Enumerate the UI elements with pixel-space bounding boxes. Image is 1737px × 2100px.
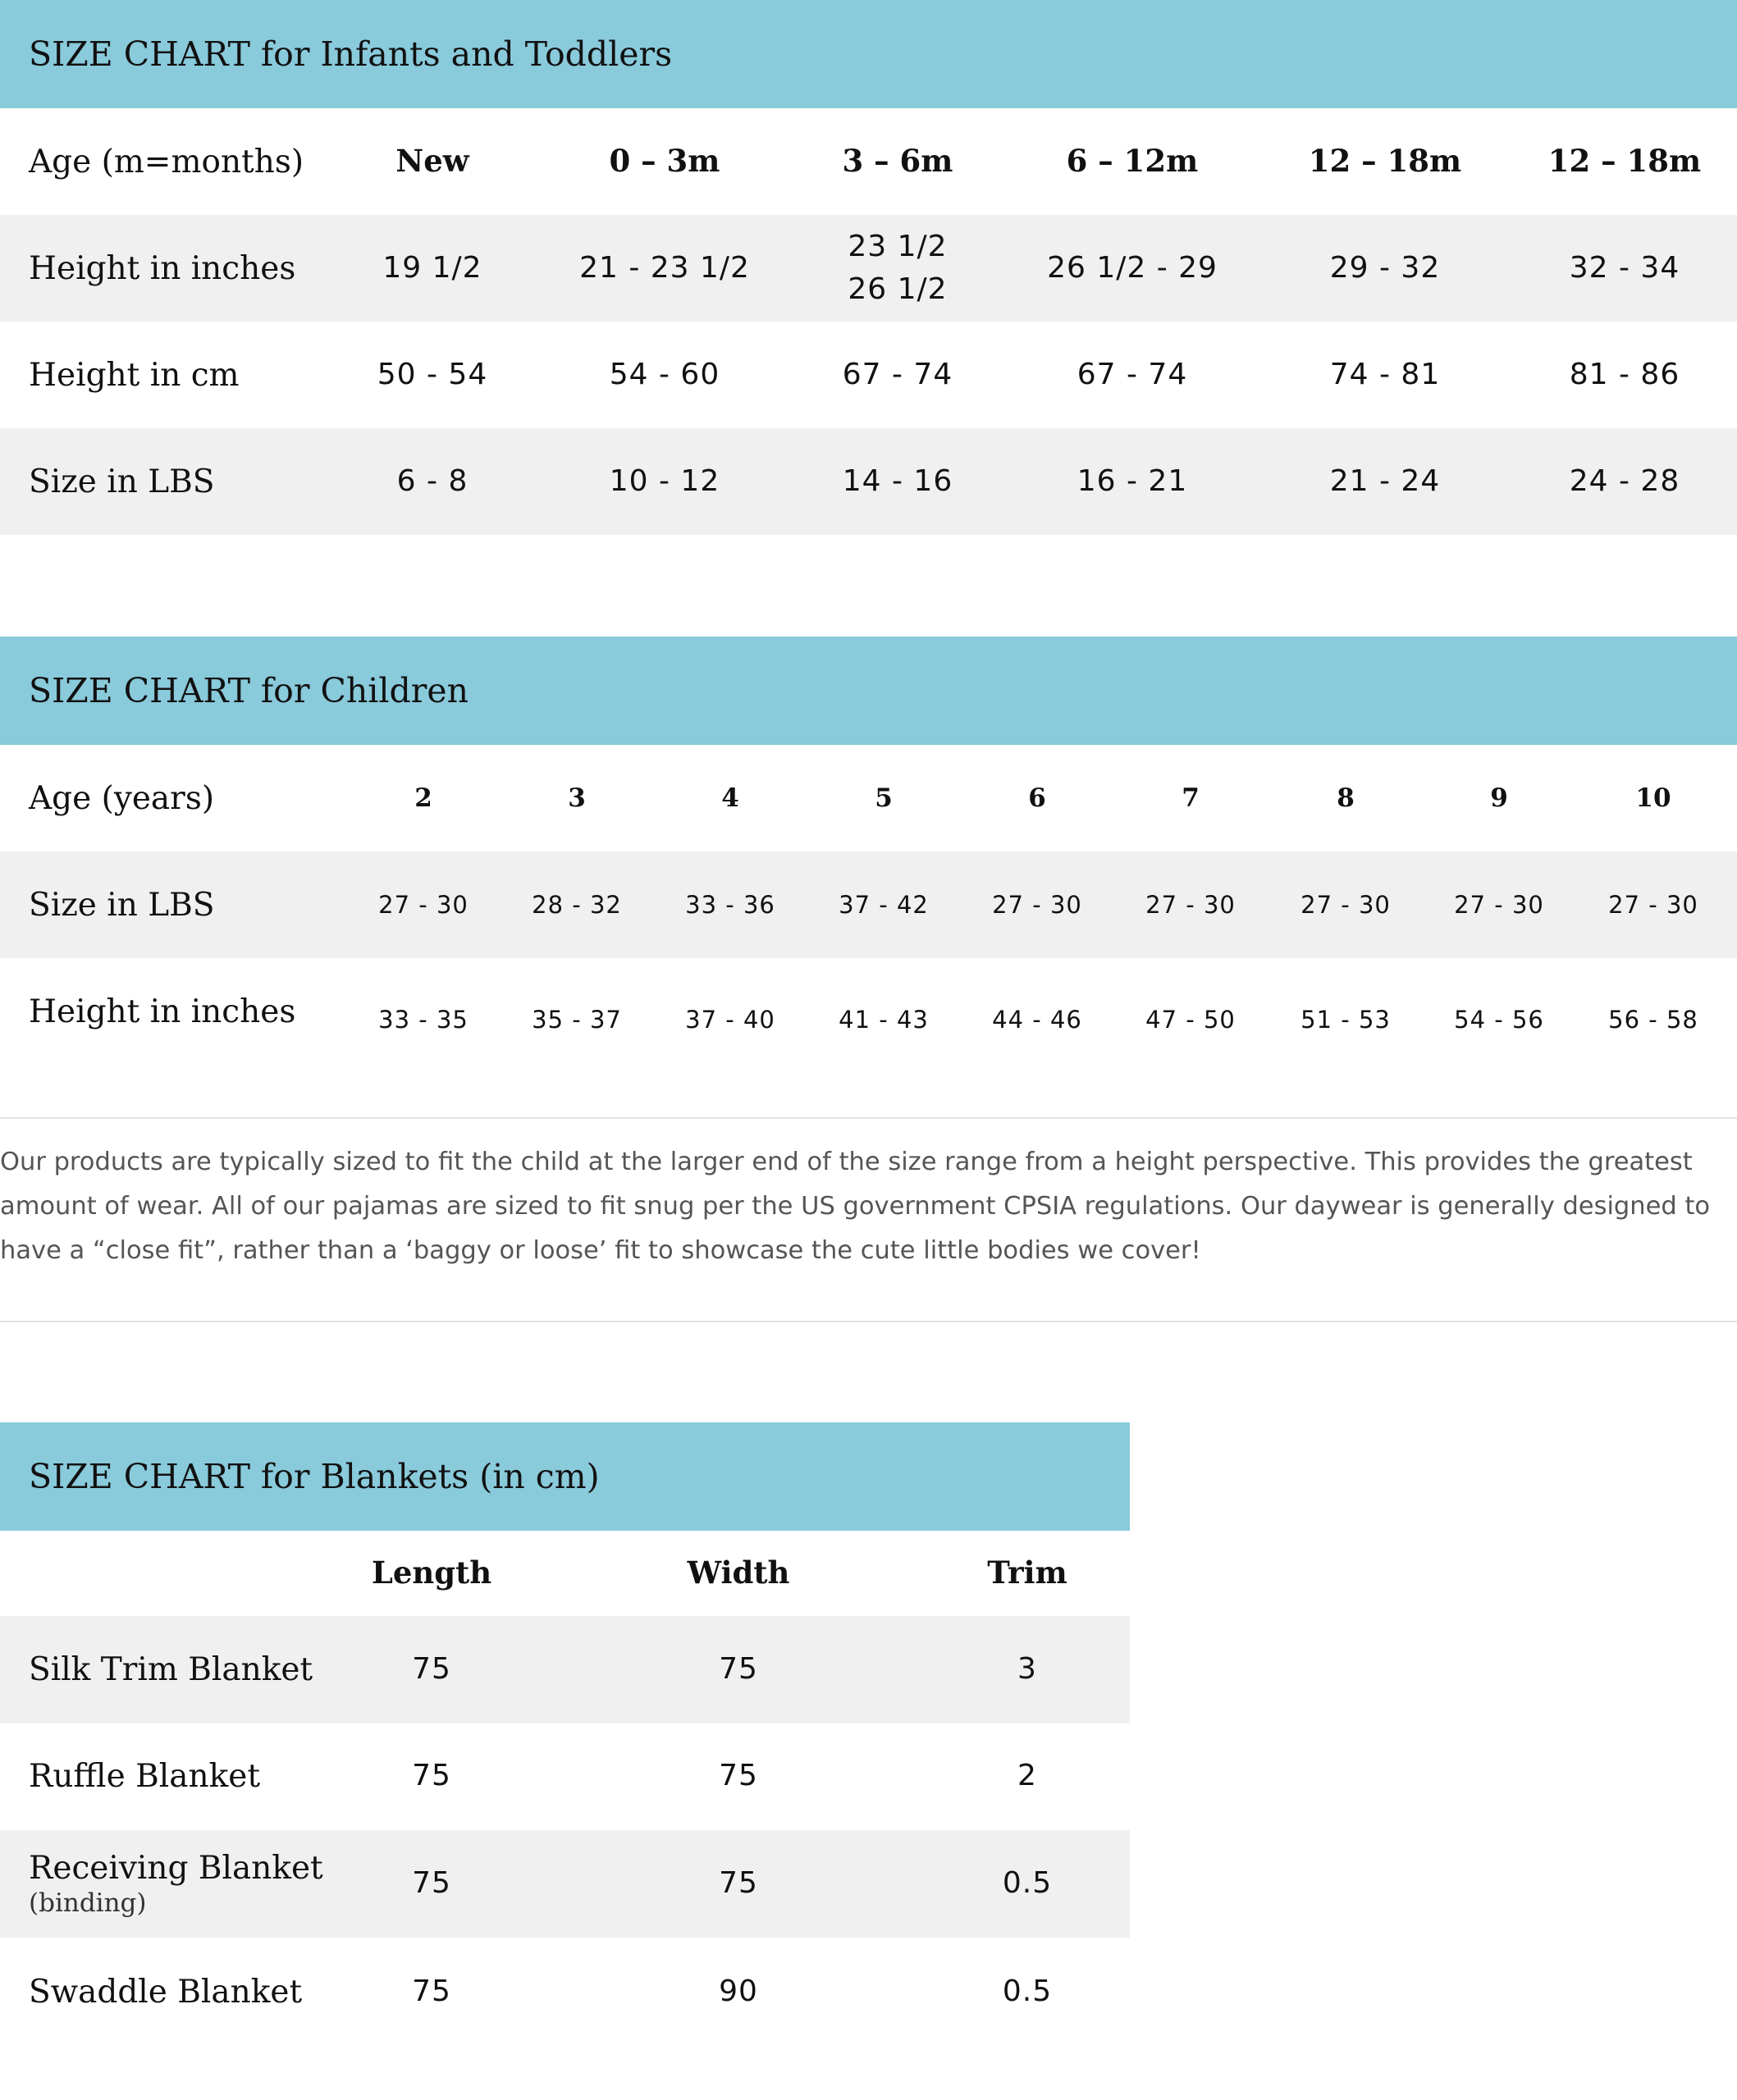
blankets-table-cell: 75	[719, 1759, 758, 1793]
infants-table-row	[0, 428, 1737, 535]
children-column-header: 5	[875, 783, 893, 813]
blankets-table-cell: 90	[719, 1974, 758, 2009]
infants-table-cell: 10 - 12	[609, 463, 720, 498]
blankets-table-cell: 75	[719, 1866, 758, 1901]
blankets-table-cell: 0.5	[1002, 1974, 1053, 2009]
children-table-cell: 56 - 58	[1608, 1005, 1698, 1034]
blankets-table-cell: 0.5	[1002, 1866, 1053, 1901]
note-top-divider	[0, 1117, 1737, 1119]
blankets-row-label	[29, 1830, 323, 1938]
blankets-column-header: Width	[687, 1554, 790, 1591]
children-row-label: Height in inches	[29, 993, 296, 1030]
infants-row-label: Height in cm	[29, 356, 240, 394]
blankets-row-label	[29, 1938, 302, 2046]
infants-table-cell: 50 - 54	[377, 357, 488, 391]
children-column-header: 9	[1490, 783, 1508, 813]
children-column-header: 4	[721, 783, 739, 813]
infants-column-header: 0 – 3m	[609, 143, 720, 180]
infants-table-cell: 21 - 24	[1329, 463, 1441, 498]
blanket-name: Silk Trim Blanket	[29, 1651, 313, 1688]
blankets-column-header: Trim	[987, 1554, 1067, 1591]
children-table-cell: 47 - 50	[1145, 1005, 1236, 1034]
blanket-name: Ruffle Blanket	[29, 1758, 261, 1795]
blankets-table-cell: 75	[412, 1974, 451, 2009]
infants-row-label: Height in inches	[29, 249, 296, 287]
children-title: SIZE CHART for Children	[29, 671, 469, 710]
children-table-row	[0, 851, 1737, 958]
infants-table-cell: 6 - 8	[396, 463, 469, 498]
children-column-header: 8	[1337, 783, 1355, 813]
blankets-table-cell: 75	[412, 1759, 451, 1793]
blankets-title-band	[0, 1422, 1130, 1531]
blankets-table-row	[0, 1938, 1130, 2046]
infants-table-cell: 16 - 21	[1076, 463, 1188, 498]
blankets-table-cell: 75	[412, 1866, 451, 1901]
blankets-table-cell: 2	[1017, 1759, 1037, 1793]
infants-table-cell: 19 1/2	[382, 250, 482, 285]
blankets-row-label	[29, 1616, 313, 1723]
children-title-band	[0, 637, 1737, 745]
infants-table-cell: 21 - 23 1/2	[579, 250, 750, 285]
infants-table-cell: 74 - 81	[1329, 357, 1441, 391]
children-table-cell: 41 - 43	[839, 1005, 929, 1034]
children-column-header: 7	[1182, 783, 1200, 813]
blankets-row-label	[29, 1723, 260, 1830]
infants-table-row	[0, 322, 1737, 428]
blanket-name: Receiving Blanket	[29, 1850, 323, 1887]
children-table-cell: 27 - 30	[992, 890, 1082, 919]
infants-table-cell: 32 - 34	[1569, 250, 1680, 285]
infants-table-cell: 29 - 32	[1329, 250, 1441, 285]
infants-table-cell: 23 1/2 26 1/2	[848, 229, 948, 306]
infants-column-header: 12 – 18m	[1547, 143, 1702, 180]
infants-table-cell: 81 - 86	[1569, 357, 1680, 391]
children-table-cell: 27 - 30	[1300, 890, 1391, 919]
blankets-table-cell: 75	[719, 1652, 758, 1687]
children-table-cell: 33 - 36	[685, 890, 775, 919]
infants-column-header: New	[395, 143, 469, 180]
children-column-header: 6	[1028, 783, 1046, 813]
children-table-cell: 51 - 53	[1300, 1005, 1391, 1034]
sizing-note: Our products are typically sized to fit the child at the larger end of the size range from a height perspective. This provides the greatest amount of wear. All of our pajamas are sized to fit snug per the US government CPSIA regulations. Our daywear is generally designed to have a “close fit”, rather than a ‘baggy or loose’ fit to showcase the cute little bodies we cover!	[0, 1148, 1711, 1265]
blanket-name: Swaddle Blanket	[29, 1974, 303, 2011]
infants-table-cell: 67 - 74	[1076, 357, 1188, 391]
children-table-cell: 54 - 56	[1454, 1005, 1544, 1034]
infants-header-label: Age (m=months)	[29, 143, 304, 180]
children-table-cell: 27 - 30	[1454, 890, 1544, 919]
blankets-column-header: Length	[371, 1554, 492, 1591]
infants-table-row	[0, 215, 1737, 322]
blankets-table-cell: 3	[1017, 1652, 1037, 1687]
children-table-cell: 27 - 30	[1145, 890, 1236, 919]
children-table-cell: 33 - 35	[378, 1005, 469, 1034]
infants-title-band	[0, 0, 1737, 108]
children-table-cell: 37 - 42	[839, 890, 929, 919]
children-column-header: 10	[1635, 783, 1671, 813]
blankets-table-row	[0, 1723, 1130, 1830]
infants-title: SIZE CHART for Infants and Toddlers	[29, 34, 673, 74]
infants-header-row	[0, 108, 1737, 215]
children-table-row	[0, 958, 1737, 1081]
blankets-header-row	[0, 1531, 1130, 1616]
infants-table-cell: 14 - 16	[842, 463, 953, 498]
infants-column-header: 12 – 18m	[1308, 143, 1462, 180]
children-column-header: 3	[568, 783, 586, 813]
children-column-header: 2	[414, 783, 432, 813]
infants-table-cell: 54 - 60	[609, 357, 720, 391]
infants-row-label: Size in LBS	[29, 463, 215, 500]
children-table-cell: 37 - 40	[685, 1005, 775, 1034]
infants-table-cell: 67 - 74	[842, 357, 953, 391]
children-table-cell: 27 - 30	[1608, 890, 1698, 919]
children-table-cell: 35 - 37	[532, 1005, 622, 1034]
children-table-cell: 28 - 32	[532, 890, 622, 919]
children-table-cell: 27 - 30	[378, 890, 469, 919]
children-header-row	[0, 745, 1737, 851]
children-header-label: Age (years)	[29, 779, 215, 817]
children-table-cell: 44 - 46	[992, 1005, 1082, 1034]
infants-column-header: 6 – 12m	[1066, 143, 1199, 180]
blanket-sublabel: (binding)	[29, 1888, 147, 1918]
infants-table-cell: 26 1/2 - 29	[1047, 250, 1218, 285]
blankets-table-row	[0, 1616, 1130, 1723]
infants-column-header: 3 – 6m	[842, 143, 953, 180]
blankets-table-cell: 75	[412, 1652, 451, 1687]
blankets-title: SIZE CHART for Blankets (in cm)	[29, 1457, 600, 1496]
blankets-table-row	[0, 1830, 1130, 1938]
note-bottom-divider	[0, 1321, 1737, 1322]
children-row-label: Size in LBS	[29, 886, 215, 924]
infants-table-cell: 24 - 28	[1569, 463, 1680, 498]
